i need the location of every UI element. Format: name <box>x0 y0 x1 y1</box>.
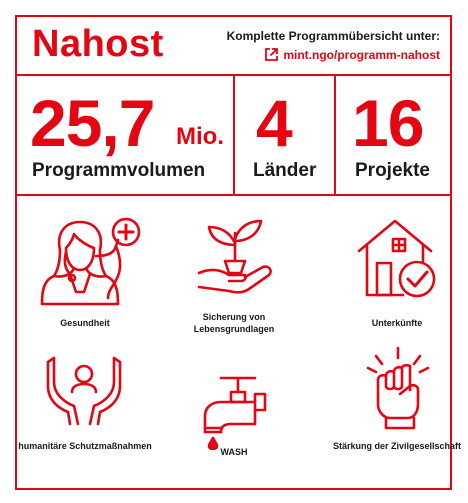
sector-label: WASH <box>220 447 248 457</box>
civil-society-fist-icon <box>360 346 440 431</box>
volume-label: Programmvolumen <box>32 160 206 181</box>
page-title: Nahost <box>32 23 164 65</box>
shelter-icon <box>355 213 440 303</box>
countries-value: 4 <box>256 86 292 160</box>
sector-label: humanitäre Schutzmaßnahmen <box>18 441 152 451</box>
protection-icon <box>44 352 124 430</box>
sector-label: Sicherung von Lebensgrundlagen <box>193 312 275 334</box>
projects-label: Projekte <box>355 160 430 181</box>
divider-stat-2 <box>334 75 336 195</box>
sector-label: Gesundheit <box>60 318 110 328</box>
projects-value: 16 <box>352 86 424 160</box>
livelihood-icon <box>193 213 278 298</box>
volume-value: 25,7 <box>30 86 155 160</box>
overview-link-text: mint.ngo/programm-nahost <box>283 48 440 62</box>
sector-label: Stärkung der Zivilgesellschaft <box>332 441 462 451</box>
program-overview <box>227 28 440 64</box>
divider-stat-1 <box>233 75 235 195</box>
overview-link[interactable] <box>227 46 440 64</box>
health-icon <box>30 212 145 312</box>
overview-label: Komplette Programmübersicht unter: <box>226 29 440 43</box>
sector-label: Unterkünfte <box>371 318 423 328</box>
countries-label: Länder <box>253 160 317 181</box>
water-tap-icon <box>195 370 275 450</box>
volume-unit: Mio. <box>176 123 224 150</box>
external-link-icon <box>264 47 279 62</box>
